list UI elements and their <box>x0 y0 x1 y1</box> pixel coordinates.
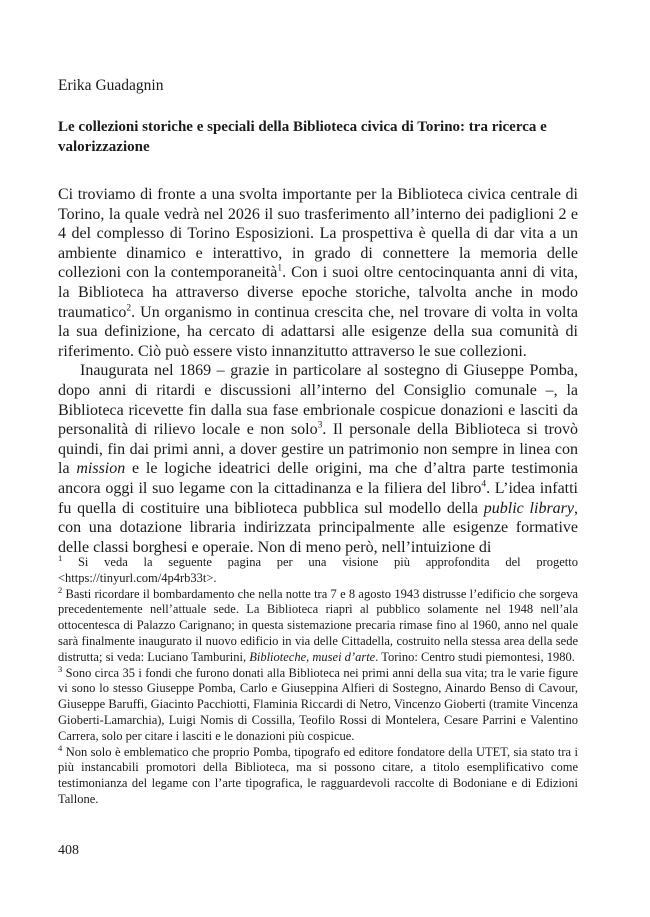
footnote-ref-3[interactable]: 3 <box>317 420 323 431</box>
author-name: Erika Guadagnin <box>58 77 164 94</box>
text-run: . Un organismo in continua crescita che, nel trovare di volta in volta la sua definizione, ha cercato di adattarsi alle esigenze della sua comunità di riferimento. Ciò può essere visto innanzitutto attraverso le sue collezioni. <box>58 303 578 360</box>
footnote-ref-4[interactable]: 4 <box>481 479 487 490</box>
text-run: . Con i suoi oltre centocinquanta anni di vita, la Biblioteca ha attraverso diverse epoche storiche, talvolta anche in modo traumatico <box>58 264 578 321</box>
page-number: 408 <box>58 843 79 858</box>
footnote-text: Sono circa 35 i fondi che furono donati alla Biblioteca nei primi anni della sua vita; tra le varie figure vi sono lo stesso Giuseppe Pomba, Carlo e Giuseppina Alfieri di Sostegno, Ainardo Benso di Cavour, Giuseppe Baruffi, Giacinto Pacchiotti, Flaminia Riccardi di Netro, Vincenzo Gioberti (tramite Vincenza Gioberti-Lamarchia), Luigi Nomis di Cossilla, Teofilo Rossi di Montelera, Cesare Parrini e Valentino Carrera, solo per citare i lasciti e le donazioni più cospicue. <box>58 665 579 743</box>
footnote-text: Non solo è emblematico che proprio Pomba, tipografo ed editore fondatore della UTET, sia stato tra i più instancabili promotori della Biblioteca, ma si possono citare, a titolo esemplificativo come testimonianza del legame con l’arte tipografica, le ragguardevoli raccolte di Bodoniane e di Edizioni Tallone. <box>58 744 578 806</box>
footnote-ref-2[interactable]: 2 <box>126 303 132 314</box>
paragraph-2 <box>58 361 578 557</box>
text-run: , con una dotazione libraria indirizzata principalmente alle esigenze formative delle classi borghesi e operaie. Non di meno però, nell’intuizione di <box>58 499 579 556</box>
footnote-number: 4 <box>58 742 63 753</box>
paragraph-1 <box>58 185 578 361</box>
text-run: Inaugurata nel 1869 – grazie in particolare al sostegno di Giuseppe Pomba, dopo anni di ritardi e discussioni all’interno del Consiglio comunale –, la Biblioteca ricevette fin dalla sua fase embrionale cospicue donazioni e lasciti da personalità di rilievo locale e non solo <box>58 362 578 439</box>
italic-term-public-library: public library <box>483 499 575 517</box>
footnote-number: 1 <box>58 552 63 563</box>
footnote-text: . Torino: Centro studi piemontesi, 1980. <box>375 649 575 664</box>
footnote-number: 2 <box>58 584 63 595</box>
text-run: e le logiche ideatrici delle origini, ma che d’altra parte testimonia ancora oggi il suo legame con la cittadinanza e la filiera del libro <box>58 460 579 497</box>
footnotes <box>58 552 579 808</box>
text-run: . Il personale della Biblioteca si trovò quindi, fin dai primi anni, a dover gestire un patrimonio non sempre in linea con la <box>58 421 579 478</box>
footnote-text: Si veda la seguente pagina per una visione più approfondita del progetto <https://tinyurl.com/4p4rb33t>. <box>58 555 578 585</box>
footnote-ref-1[interactable]: 1 <box>277 264 283 275</box>
footnote-4 <box>58 742 578 808</box>
footnote-2 <box>58 584 579 666</box>
footnote-1 <box>58 552 578 587</box>
article-title: Le collezioni storiche e speciali della Biblioteca civica di Torino: tra ricerca e valorizzazione <box>58 119 547 155</box>
text-run: Ci troviamo di fronte a una svolta importante per la Biblioteca civica centrale di Torino, la quale vedrà nel 2026 il suo trasferimento all’interno dei padiglioni 2 e 4 del complesso di Torino Esposizioni. La prospettiva è quella di dar vita a un ambiente dinamico e interattivo, in grado di connettere la memoria delle collezioni con la contemporaneità <box>58 186 578 282</box>
italic-term-mission: mission <box>76 460 126 478</box>
text-run: . L’idea infatti fu quella di costituire una biblioteca pubblica sul modello della <box>58 479 579 517</box>
footnote-book-title: Biblioteche, musei d’arte <box>249 649 376 664</box>
footnote-text: Basti ricordare il bombardamento che nella notte tra 7 e 8 agosto 1943 distrusse l’edificio che sorgeva precedentemente nell’attuale sede. La Biblioteca riaprì al pubblico solamente nel 1948 nell’ala ottocentesca di Palazzo Carignano; in questa sistemazione precaria rimase fino al 1960, anno nel quale sarà finalmente inaugurato il nuovo edificio in via delle Cittadella, costruito nella stessa area della sede distrutta; si veda: Luciano Tamburini, <box>58 586 579 664</box>
footnote-number: 3 <box>58 663 63 674</box>
article-body <box>58 185 578 557</box>
footnote-3 <box>58 663 579 745</box>
